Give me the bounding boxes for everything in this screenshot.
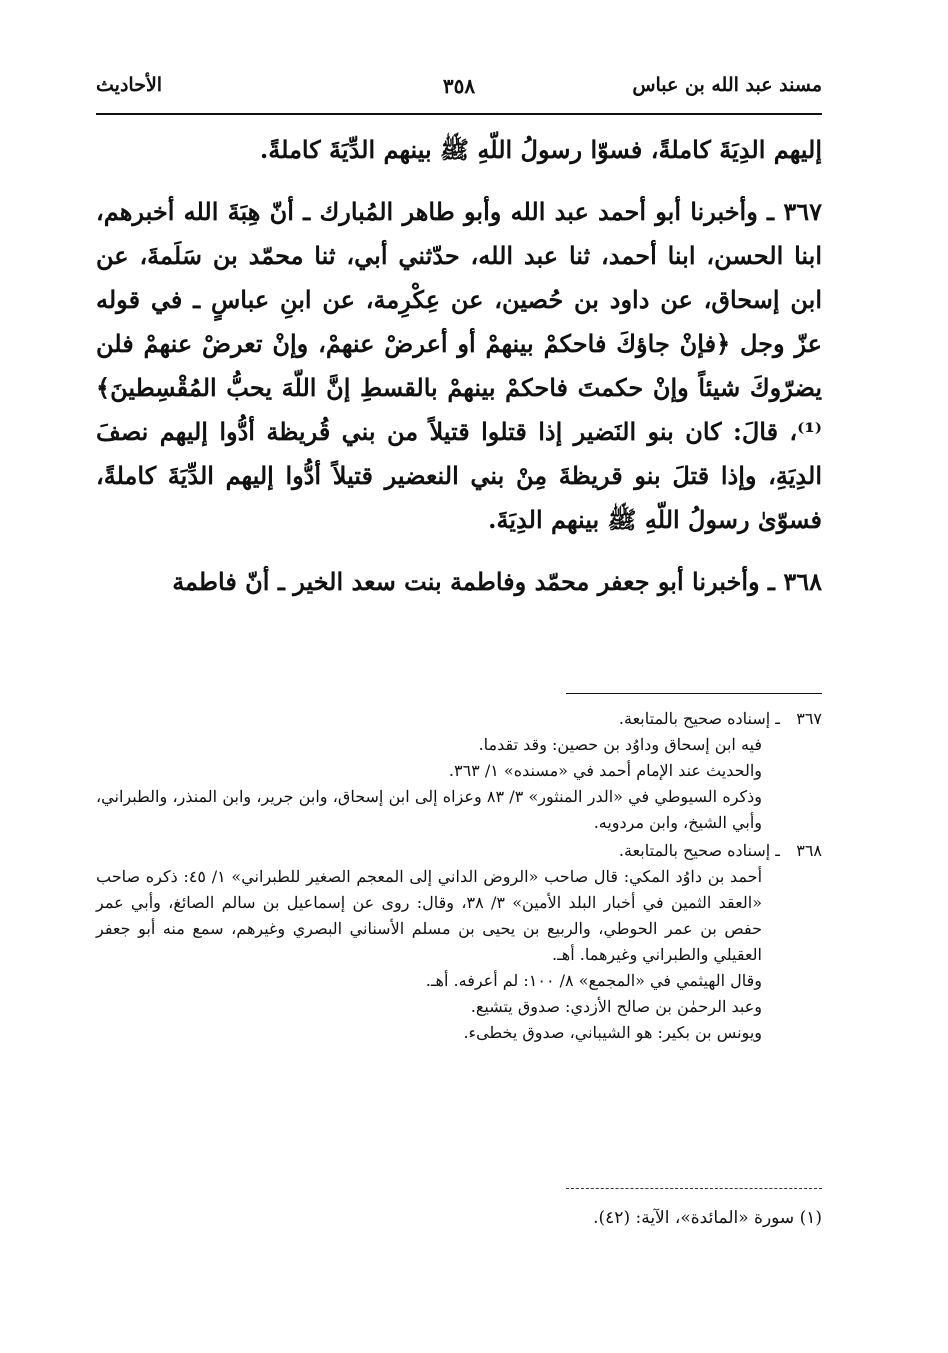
note-367 [96, 706, 822, 836]
note-line: وقال الهيثمي في «المجمع» ٨/ ١٠٠: لم أعرفه. أهـ. [425, 971, 762, 990]
note-heading: ـ إسناده صحيح بالمتابعة. [618, 841, 780, 860]
footnote: (١) سورة «المائدة»، الآية: (٤٢). [593, 1208, 822, 1228]
note-line: والحديث عند الإمام أحمد في «مسنده» ١/ ٣٦٣. [448, 761, 762, 780]
hadith-367: ٣٦٧ ـ وأخبرنا أبو أحمد عبد الله وأبو طاهر المُبارك ـ أنّ هِبَةَ الله أخبرهم، ابنا الحسن، ابنا أحمد، ثنا عبد الله، حدّثني أبي، ثنا محمّد بن سَلَمةَ، عن ابن إسحاق، عن داود بن حُصين، عن عِكْرِمة، عن ابنِ عباسٍ ـ في قوله عزّ وجل ﴿فإنْ جاؤكَ فاحكمْ بينهمْ أو أعرضْ عنهمْ، وإنْ تعرضْ عنهمْ فلن يضرّوكَ شيئاً وإنْ حكمتَ فاحكمْ بينهمْ بالقسطِ إنَّ اللّهَ يحبُّ المُقْسِطينَ﴾⁽¹⁾، قالَ: كان بنو النَضير إذا قتلوا قتيلاً من بني قُريظة أدُّوا إليهم نصفَ الدِيَةِ، وإذا قتلَ بنو قريظةَ مِنْ بني النعضير قتيلاً أدُّوا إليهم الدِّيَةَ كاملةً، فسوّىٰ رسولُ اللّهِ ﷺ بينهم الدِيَةَ. [96, 197, 822, 534]
header-divider [96, 113, 822, 115]
page-number: ٣٥٨ [442, 74, 476, 98]
paragraph-continuation: إليهم الدِيَةَ كاملةً، فسوّا رسولُ اللّهِ ﷺ بينهم الدِّيَةَ كاملةً. [259, 135, 822, 164]
notes-divider [566, 693, 822, 694]
note-368 [96, 838, 822, 1046]
footnote-divider [566, 1188, 822, 1189]
hadith-368-start: ٣٦٨ ـ وأخبرنا أبو جعفر محمّد وفاطمة بنت سعد الخير ـ أنّ فاطمة [172, 567, 822, 596]
note-number: ٣٦٧ [796, 709, 822, 728]
note-line: وعبد الرحمٰن بن صالح الأزدي: صدوق يتشيع. [470, 997, 762, 1016]
commentary-notes [96, 706, 822, 1048]
book-title: مسند عبد الله بن عباس [632, 74, 822, 96]
note-line: أحمد بن داوُد المكي: قال صاحب «الروض الداني إلى المعجم الصغير للطبراني» ١/ ٤٥: ذكره صاحب «العقد الثمين في أخبار البلد الأمين» ٣/ ٣٨، وقال: روى عن إسماعيل بن سالم الصائغ، وأبي عمر حفص بن عمر الحوطي، والربيع بن يحيى بن مسلم الأسناني البصري وغيرهم، سمع منه أبو جعفر العقيلي والطبراني وغيرهما. أهـ. [96, 867, 763, 964]
note-line: ويونس بن بكير: هو الشيباني، صدوق يخطىء. [463, 1023, 762, 1042]
note-line: وذكره السيوطي في «الدر المنثور» ٣/ ٨٣ وعزاه إلى ابن إسحاق، وابن جرير، وابن المنذر، والطبراني، وأبي الشيخ، وابن مردويه. [96, 787, 762, 832]
note-line: فيه ابن إسحاق وداوُد بن حصين: وقد تقدما. [478, 735, 762, 754]
note-heading: ـ إسناده صحيح بالمتابعة. [618, 709, 780, 728]
note-number: ٣٦٨ [796, 841, 822, 860]
section-title: الأحاديث [96, 74, 163, 96]
running-header [96, 74, 822, 110]
main-text [96, 128, 822, 622]
